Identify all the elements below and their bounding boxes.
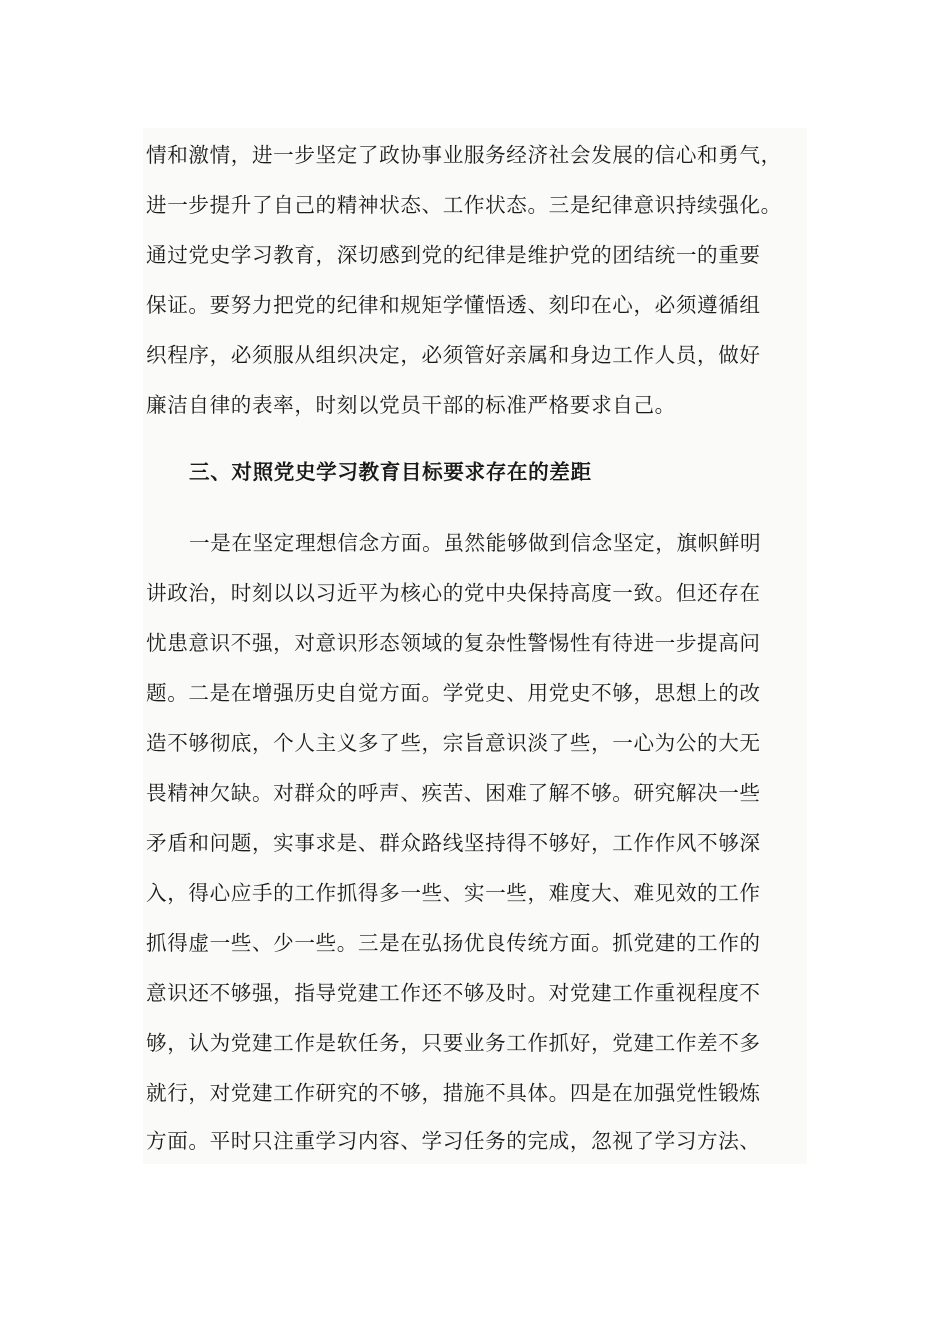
paragraph-line: 方面。平时只注重学习内容、学习任务的完成，忽视了学习方法、 (146, 1129, 761, 1153)
paragraph-line: 造不够彻底，个人主义多了些，宗旨意识淡了些，一心为公的大无 (146, 731, 761, 755)
paragraph-line: 讲政治，时刻以以习近平为核心的党中央保持高度一致。但还存在 (146, 581, 761, 605)
document-text-block (143, 128, 807, 1164)
paragraph-line: 织程序，必须服从组织决定，必须管好亲属和身边工作人员，做好 (146, 343, 761, 367)
paragraph-line: 矛盾和问题，实事求是、群众路线坚持得不够好，工作作风不够深 (146, 831, 761, 855)
paragraph-line: 抓得虚一些、少一些。三是在弘扬优良传统方面。抓党建的工作的 (146, 931, 761, 955)
paragraph-line: 入，得心应手的工作抓得多一些、实一些，难度大、难见效的工作 (146, 881, 761, 905)
paragraph-line: 通过党史学习教育，深切感到党的纪律是维护党的团结统一的重要 (146, 243, 761, 267)
paragraph-line: 一是在坚定理想信念方面。虽然能够做到信念坚定，旗帜鲜明 (189, 531, 762, 555)
paragraph-line: 廉洁自律的表率，时刻以党员干部的标准严格要求自己。 (146, 393, 676, 417)
paragraph-line: 进一步提升了自己的精神状态、工作状态。三是纪律意识持续强化。 (146, 193, 782, 217)
paragraph-line: 忧患意识不强，对意识形态领域的复杂性警惕性有待进一步提高问 (146, 631, 761, 655)
paragraph-line: 意识还不够强，指导党建工作还不够及时。对党建工作重视程度不 (146, 981, 761, 1005)
paragraph-line: 就行，对党建工作研究的不够，措施不具体。四是在加强党性锻炼 (146, 1081, 761, 1105)
paragraph-line: 情和激情，进一步坚定了政协事业服务经济社会发展的信心和勇气， (146, 143, 782, 167)
section-heading: 三、对照党史学习教育目标要求存在的差距 (189, 460, 592, 484)
paragraph-line: 保证。要努力把党的纪律和规矩学懂悟透、刻印在心，必须遵循组 (146, 293, 761, 317)
paragraph-line: 畏精神欠缺。对群众的呼声、疾苦、困难了解不够。研究解决一些 (146, 781, 761, 805)
paragraph-line: 够，认为党建工作是软任务，只要业务工作抓好，党建工作差不多 (146, 1031, 761, 1055)
paragraph-line: 题。二是在增强历史自觉方面。学党史、用党史不够，思想上的改 (146, 681, 761, 705)
